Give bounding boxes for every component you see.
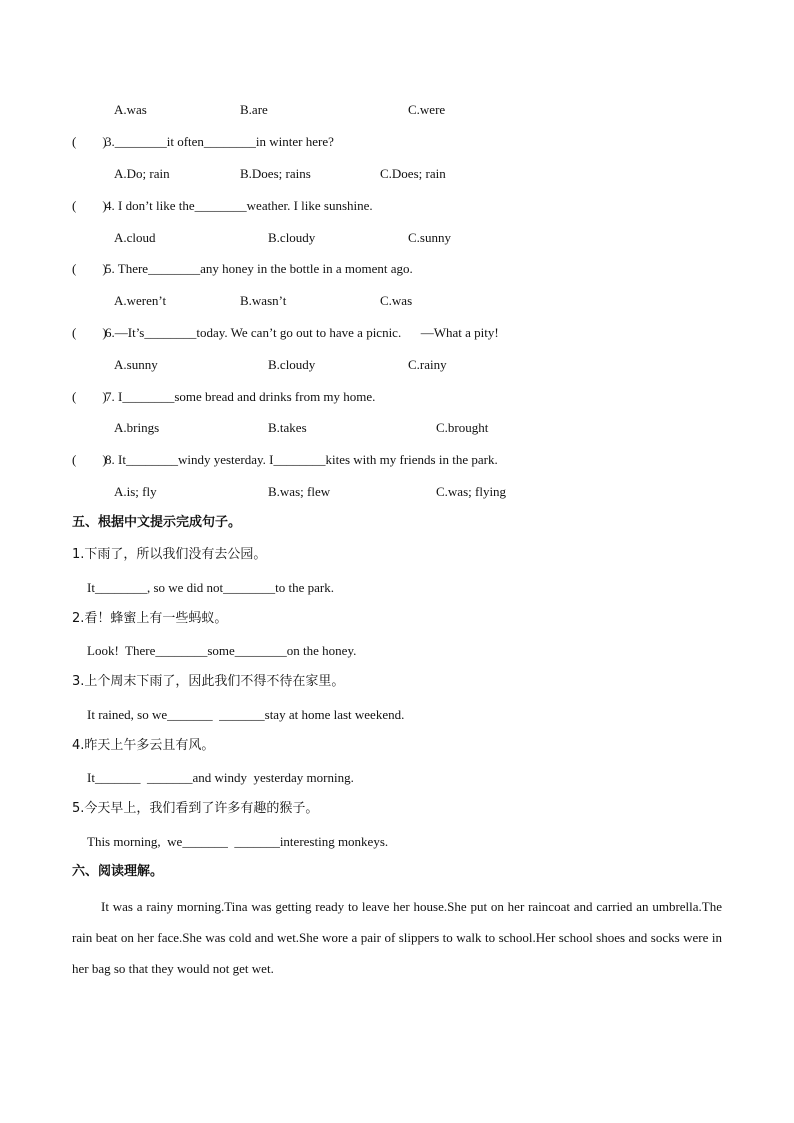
- q4-stem: 4. I don’t like the________weather. I like sunshine.: [105, 198, 373, 213]
- q8-option-c: C.was; flying: [436, 484, 507, 499]
- q2-option-a: A.was: [114, 102, 147, 117]
- q7-option-c: C.brought: [436, 420, 489, 435]
- q7-stem: 7. I________some bread and drinks from my home.: [105, 389, 376, 404]
- s5-item5-english: This morning, we_______ _______interesting monkeys.: [87, 834, 389, 849]
- q7-option-b: B.takes: [268, 420, 307, 435]
- s5-item2-english: Look! There________some________on the honey.: [87, 643, 357, 658]
- q6-option-b: B.cloudy: [268, 357, 316, 372]
- q2-option-b: B.are: [240, 102, 268, 117]
- section6-heading: 六、阅读理解。: [72, 864, 164, 879]
- q6-option-a: A.sunny: [114, 357, 158, 372]
- q8-option-a: A.is; fly: [114, 484, 157, 499]
- q7-answer-paren: ( ): [72, 389, 107, 404]
- q8-stem: 8. It________windy yesterday. I________kites with my friends in the park.: [105, 452, 498, 467]
- s5-item4-english: It_______ _______and windy yesterday morning.: [87, 770, 354, 785]
- q5-stem: 5. There________any honey in the bottle in a moment ago.: [105, 261, 413, 276]
- q3-option-b: B.Does; rains: [240, 166, 311, 181]
- q2-option-c: C.were: [408, 102, 446, 117]
- q8-answer-paren: ( ): [72, 452, 107, 467]
- q4-option-a: A.cloud: [114, 230, 156, 245]
- q5-option-b: B.wasn’t: [240, 293, 287, 308]
- s5-item3-english: It rained, so we_______ _______stay at home last weekend.: [87, 707, 405, 722]
- q6-answer-paren: ( ): [72, 325, 107, 340]
- q7-option-a: A.brings: [114, 420, 160, 435]
- s5-item5-chinese: 5.今天早上，我们看到了许多有趣的猴子。: [72, 801, 319, 816]
- q4-answer-paren: ( ): [72, 198, 107, 213]
- s5-item2-chinese: 2.看！蜂蜜上有一些蚂蚁。: [72, 611, 228, 626]
- q5-answer-paren: ( ): [72, 261, 107, 276]
- q6-option-c: C.rainy: [408, 357, 447, 372]
- q3-option-a: A.Do; rain: [114, 166, 170, 181]
- q4-option-c: C.sunny: [408, 230, 451, 245]
- q6-stem: 6.—It’s________today. We can’t go out to have a picnic. —What a pity!: [105, 325, 499, 340]
- q5-option-c: C.was: [380, 293, 413, 308]
- q3-answer-paren: ( ): [72, 134, 107, 149]
- section5-heading: 五、根据中文提示完成句子。: [72, 515, 242, 530]
- s5-item4-chinese: 4.昨天上午多云且有风。: [72, 738, 215, 753]
- reading-passage: It was a rainy morning.Tina was getting ready to leave her house.She put on her raincoat and carried an umbrella.The rain beat on her face.She was cold and wet.She wore a pair of slippers to walk to school.Her school shoes and socks were in her bag so that they would not get wet.: [72, 899, 722, 976]
- q3-option-c: C.Does; rain: [380, 166, 446, 181]
- s5-item1-chinese: 1.下雨了，所以我们没有去公园。: [72, 547, 267, 562]
- s5-item1-english: It________, so we did not________to the park.: [87, 580, 334, 595]
- q5-option-a: A.weren’t: [114, 293, 167, 308]
- q8-option-b: B.was; flew: [268, 484, 331, 499]
- s5-item3-chinese: 3.上个周末下雨了，因此我们不得不待在家里。: [72, 674, 345, 689]
- q3-stem: 3.________it often________in winter here?: [105, 134, 334, 149]
- q4-option-b: B.cloudy: [268, 230, 316, 245]
